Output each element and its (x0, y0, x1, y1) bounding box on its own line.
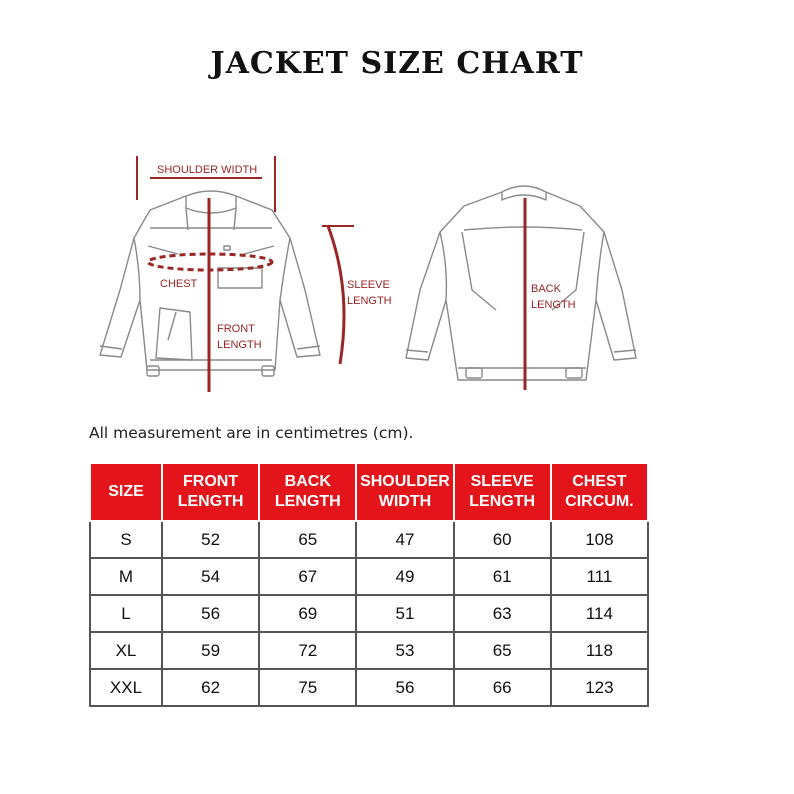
header-line: SLEEVE (470, 473, 534, 490)
header-back-length (259, 463, 356, 521)
header-shoulder-width (356, 463, 453, 521)
header-line: LENGTH (274, 493, 341, 510)
front-length-cell: 56 (162, 595, 259, 632)
header-line: WIDTH (378, 493, 432, 510)
sleeve-length-cell: 66 (454, 669, 551, 706)
chest-circum-cell: 111 (551, 558, 648, 595)
size-table (89, 462, 649, 707)
shoulder-width-cell: 56 (356, 669, 453, 706)
chest-circum-cell: 114 (551, 595, 648, 632)
label-sleeve-length-2: LENGTH (347, 295, 392, 307)
table-row (90, 632, 648, 669)
label-shoulder-width: SHOULDER WIDTH (157, 164, 258, 176)
label-back-length-2: LENGTH (531, 299, 576, 311)
label-front-length-2: LENGTH (217, 339, 262, 351)
table-row (90, 595, 648, 632)
header-front-length (162, 463, 259, 521)
header-line: FRONT (183, 473, 239, 490)
table-row (90, 669, 648, 706)
front-measure-lines (137, 156, 354, 392)
back-length-cell: 65 (259, 521, 356, 558)
label-sleeve-length-1: SLEEVE (347, 279, 390, 291)
shoulder-width-cell: 49 (356, 558, 453, 595)
chest-circum-cell: 118 (551, 632, 648, 669)
header-chest-circum (551, 463, 648, 521)
sleeve-length-cell: 61 (454, 558, 551, 595)
size-cell: XL (90, 632, 162, 669)
jacket-back-illustration (406, 186, 636, 380)
front-length-cell: 52 (162, 521, 259, 558)
label-back-length-1: BACK (531, 283, 561, 295)
chest-circum-cell: 108 (551, 521, 648, 558)
shoulder-width-cell: 53 (356, 632, 453, 669)
header-sleeve-length (454, 463, 551, 521)
shoulder-width-cell: 47 (356, 521, 453, 558)
table-header-row (90, 463, 648, 521)
header-line: CHEST (572, 473, 627, 490)
table-row (90, 521, 648, 558)
size-cell: S (90, 521, 162, 558)
size-cell: XXL (90, 669, 162, 706)
chest-circum-cell: 123 (551, 669, 648, 706)
header-line: CIRCUM. (565, 493, 634, 510)
size-cell: M (90, 558, 162, 595)
header-line: LENGTH (469, 493, 536, 510)
header-size (90, 463, 162, 521)
sleeve-length-cell: 63 (454, 595, 551, 632)
back-length-cell: 75 (259, 669, 356, 706)
size-cell: L (90, 595, 162, 632)
label-front-length-1: FRONT (217, 323, 255, 335)
page-title: JACKET SIZE CHART (210, 46, 584, 81)
back-length-cell: 67 (259, 558, 356, 595)
front-length-cell: 62 (162, 669, 259, 706)
measurement-note: All measurement are in centimetres (cm). (89, 424, 414, 442)
sleeve-length-cell: 60 (454, 521, 551, 558)
back-length-cell: 69 (259, 595, 356, 632)
shoulder-width-cell: 51 (356, 595, 453, 632)
header-size-label: SIZE (108, 483, 144, 500)
front-length-cell: 54 (162, 558, 259, 595)
front-length-cell: 59 (162, 632, 259, 669)
header-line: LENGTH (177, 493, 244, 510)
table-row (90, 558, 648, 595)
header-line: SHOULDER (360, 473, 450, 490)
header-line: BACK (284, 473, 331, 490)
back-length-cell: 72 (259, 632, 356, 669)
sleeve-length-cell: 65 (454, 632, 551, 669)
label-chest: CHEST (160, 278, 198, 290)
